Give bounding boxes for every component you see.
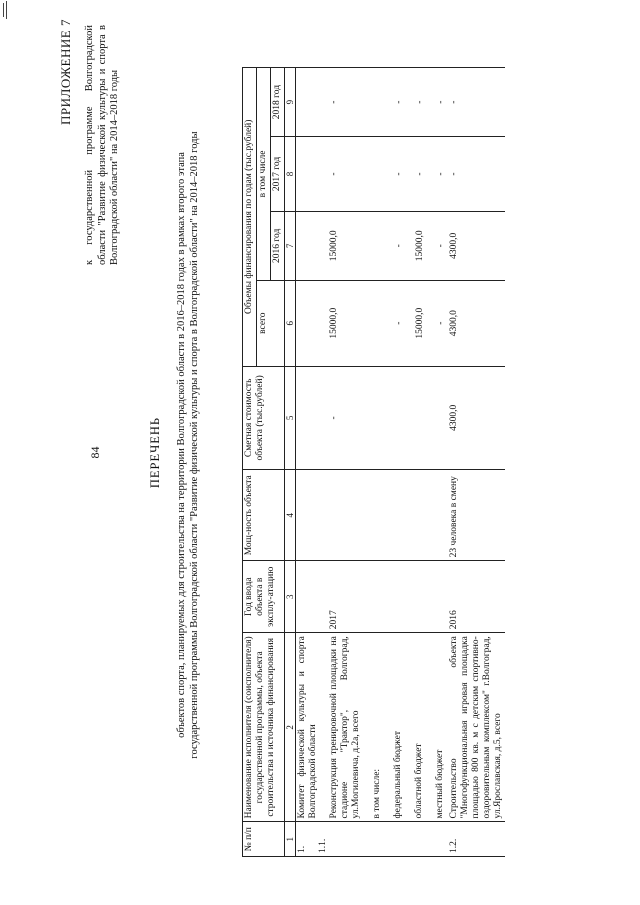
- row-name-committee: Комитет физической культуры и спорта Волгоградской области: [297, 636, 318, 819]
- column-number: 7: [285, 211, 296, 280]
- table-row: [448, 68, 505, 857]
- row-total: 4300,0: [448, 280, 505, 366]
- column-number: 9: [285, 68, 296, 137]
- column-number: 2: [285, 633, 296, 822]
- row-num: 1. 1.1.: [296, 822, 449, 857]
- header-cost: Сметная стоимость объекта (тыс.рублей): [243, 366, 285, 470]
- row-name-object-1: Реконструкция тренировочной площадки на стадионе "Трактор", Волгоград, ул.Могилевича, д.2а, всего: [329, 636, 361, 819]
- row-cost: 4300,0: [448, 366, 505, 470]
- row-regional-label: областной бюджет: [414, 743, 424, 819]
- row-num: 1.2.: [448, 822, 505, 857]
- document-subtitle: объектов спорта, планируемых для строительства на территории Волгоградской области в 2016–2018 годах в рамках второго этапа государственной программы Волгоградской области "Развитие физической культуры и спорта в Волгоградской области" на 2014–2018 годы: [176, 131, 200, 759]
- row-federal-label: федеральный бюджет: [393, 731, 403, 819]
- table-row: [296, 68, 449, 857]
- header-2018: 2018 год: [271, 68, 285, 137]
- row-total: 15000,0 - 15000,0 -: [296, 280, 449, 366]
- row-2018: - - - -: [296, 68, 449, 137]
- row-2017: - - - -: [296, 137, 449, 212]
- header-num: № п/п: [243, 822, 285, 857]
- header-capacity: Мощ-ность объекта: [243, 470, 285, 561]
- document-title: ПЕРЕЧЕНЬ: [148, 416, 162, 489]
- header-including: в том числе: [257, 68, 271, 281]
- row-capacity: 23 человека в смену: [448, 470, 505, 561]
- row-2016: 4300,0: [448, 211, 505, 280]
- row-name: [296, 633, 449, 822]
- row-year: 2016: [448, 561, 505, 633]
- header-name: Наименование исполнителя (соисполнителя) государственной программы, объекта строительства и источника финансирования: [243, 633, 285, 822]
- corner-mark: [6, 1, 7, 19]
- row-name-object-2: Строительство объекта "Многофункциональная игровая площадка площадью 800 кв. м с детским спортивно-оздоровительным комплексом" г.Волгоград, ул.Ярославская, д.5, всего: [448, 633, 505, 822]
- row-local-label: местный бюджет: [435, 749, 445, 819]
- page-number: 84: [88, 446, 102, 459]
- row-2017: -: [448, 137, 505, 212]
- row-year: 2017: [296, 561, 449, 633]
- appendix-title: ПРИЛОЖЕНИЕ 7: [58, 19, 73, 125]
- row-cost: -: [296, 366, 449, 470]
- appendix-reference: к государственной программе Волгоградской области "Развитие физической культуры и спорта в Волгоградской области" на 2014–2018 годы: [84, 25, 120, 265]
- objects-table: [242, 67, 505, 857]
- column-number: 1: [285, 822, 296, 857]
- header-total: всего: [257, 280, 285, 366]
- header-funding: Объемы финансирования по годам (тыс.рублей): [243, 68, 257, 367]
- header-row: [243, 68, 257, 857]
- column-number: 6: [285, 280, 296, 366]
- column-number: 5: [285, 366, 296, 470]
- row-2018: -: [448, 68, 505, 137]
- column-number-row: [285, 68, 296, 857]
- corner-mark: [3, 3, 4, 17]
- row-capacity: [296, 470, 449, 561]
- header-2017: 2017 год: [271, 137, 285, 212]
- header-2016: 2016 год: [271, 211, 285, 280]
- header-year: Год ввода объекта в эксплу-атацию: [243, 561, 285, 633]
- row-2016: 15000,0 - 15000,0 -: [296, 211, 449, 280]
- column-number: 4: [285, 470, 296, 561]
- row-including-label: в том числе:: [372, 768, 382, 819]
- column-number: 8: [285, 137, 296, 212]
- column-number: 3: [285, 561, 296, 633]
